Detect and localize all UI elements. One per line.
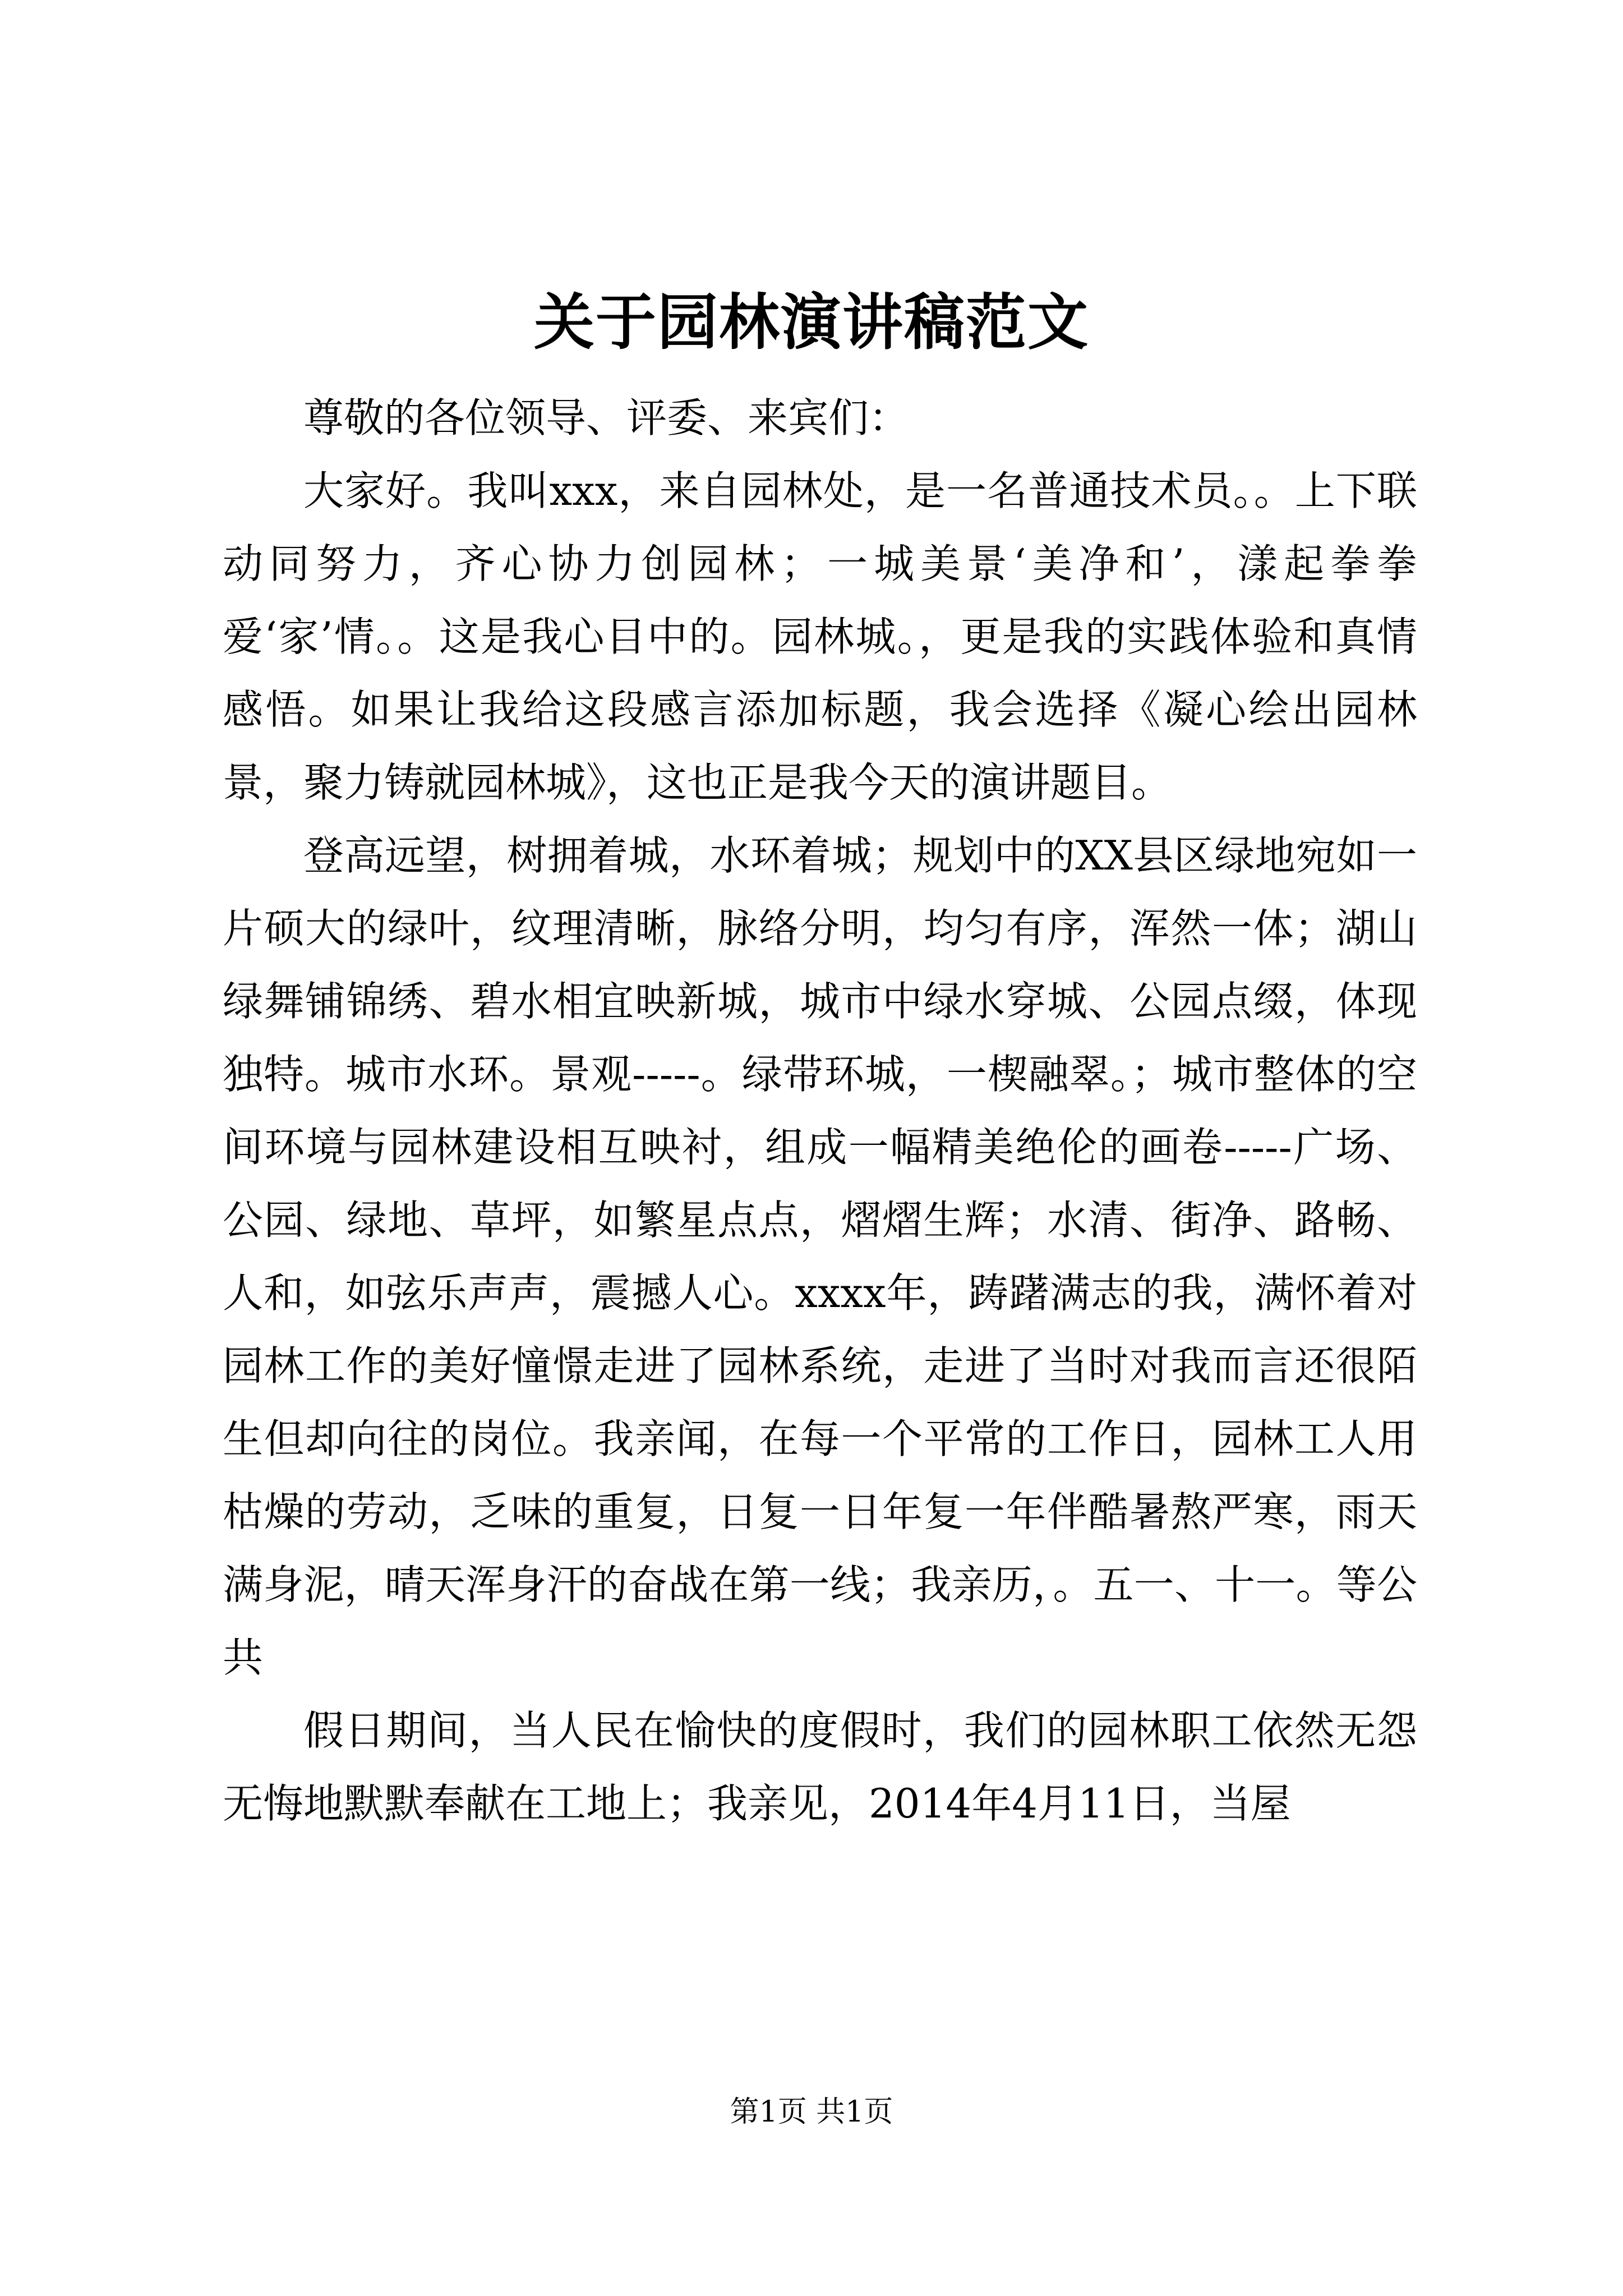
document-body xyxy=(223,381,1417,1840)
city-view-paragraph: 登高远望，树拥着城，水环着城；规划中的XX县区绿地宛如一片硕大的绿叶，纹理清晰，脉络分明，均匀有序，浑然一体；湖山绿舞铺锦绣、碧水相宜映新城，城市中绿水穿城、公园点缀，体现独特。城市水环。景观-----。绿带环城，一楔融翠。；城市整体的空间环境与园林建设相互映衬，组成一幅精美绝伦的画卷-----广场、公园、绿地、草坪，如繁星点点，熠熠生辉；水清、街净、路畅、人和，如弦乐声声，震撼人心。xxxx年，踌躇满志的我，满怀着对园林工作的美好憧憬走进了园林系统，走进了当时对我而言还很陌生但却向往的岗位。我亲闻，在每一个平常的工作日，园林工人用枯燥的劳动，乏味的重复，日复一日年复一年伴酷暑熬严寒，雨天满身泥，晴天浑身汗的奋战在第一线；我亲历，。五一、十一。等公共 xyxy=(223,832,1417,1681)
intro-paragraph: 大家好。我叫xxx，来自园林处，是一名普通技术员。。上下联动同努力，齐心协力创园林；一城美景‘美净和’，漾起拳拳爱‘家’情。。这是我心目中的。园林城。，更是我的实践体验和真情感悟。如果让我给这段感言添加标题，我会选择《凝心绘出园林景，聚力铸就园林城》，这也正是我今天的演讲题目。 xyxy=(223,467,1417,806)
document-title: 关于园林演讲稿范文 xyxy=(533,287,1089,358)
holiday-paragraph: 假日期间，当人民在愉快的度假时，我们的园林职工依然无怨无悔地默默奉献在工地上；我亲见，2014年4月11日，当屋 xyxy=(223,1707,1417,1827)
page-footer: 第1页 共1页 xyxy=(730,2095,893,2129)
salutation-paragraph: 尊敬的各位领导、评委、来宾们： xyxy=(303,394,910,441)
